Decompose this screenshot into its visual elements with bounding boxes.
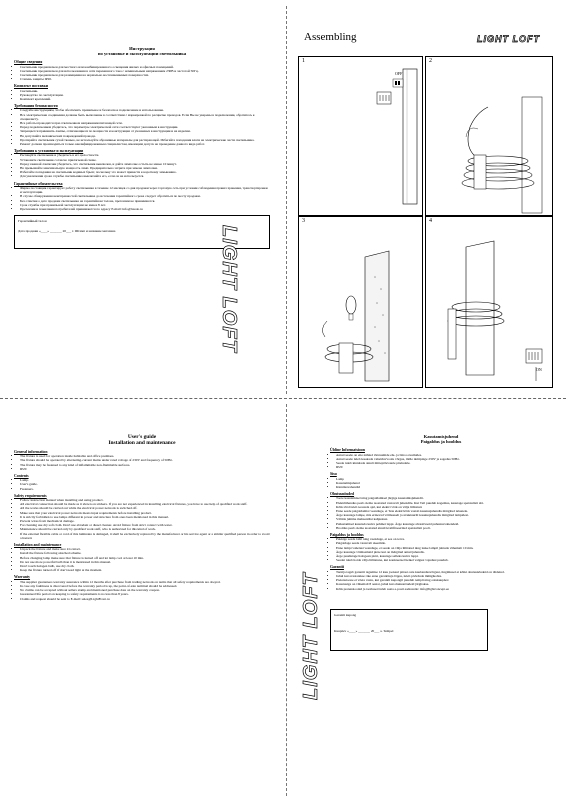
et-title-1: Kasutamisjuhend	[423, 434, 459, 439]
list-item: • Lamp.	[20, 478, 270, 482]
ru-section-heading: Гарантийные обязательства	[14, 181, 63, 186]
en-section-heading: Installation and maintenance	[14, 543, 62, 548]
list-item: • Ärge kasutage võimsamaid pirne kui on märgitud antud juhendis.	[336, 550, 552, 554]
en-section-list	[14, 498, 270, 540]
list-item: • Seade tuleb kinnitada ainult mittepõlevatele pindadele.	[336, 461, 552, 465]
et-section-list	[330, 477, 552, 490]
step-4-illustration	[426, 217, 553, 388]
et-sections	[330, 448, 552, 590]
list-item: • Guaranteed life period on keeping to safety requirements is no less than 8 years.	[20, 592, 270, 596]
list-item: • Для увеличения срока службы светильника выключайте его, если он не используется.	[20, 174, 270, 178]
list-item: • Paigaldage seade vastavalt skeemile.	[336, 541, 552, 545]
list-item: • All electrical connection should be made as it shown on stickers. If you are not experienced in installing electrical fixtures, you have to use help of qualified work staff.	[20, 502, 270, 506]
step-3-illustration	[299, 217, 423, 388]
list-item: • Ремонт должен производиться только квалифицированным специалистом, имеющим допуск на проведение данного вида работ.	[20, 142, 270, 146]
vertical-fold-line-top	[286, 6, 287, 394]
list-item: • Не допускайте механических повреждений провода.	[20, 134, 270, 138]
list-item: • Hooldus peab olema teostatud ainult kvalifitseeritud spetsialisti poolt.	[336, 526, 552, 530]
list-item: • Запрещается применять лампы, отличающиеся по мощности и конструкции от указанных в инструкции и на изделии.	[20, 129, 270, 133]
et-section-heading: Paigaldus ja hooldus	[330, 533, 364, 538]
et-warranty-coupon	[330, 609, 488, 651]
list-item: • Vältida juhtme mehaanilist kahjustust.	[336, 517, 552, 521]
list-item: • Tarnija tagab garantii tagamise 12 kuu jooksul pärast ostu kaubandusvõrgust, tingimusel et kõiki ohutusnõudeid on täidetud.	[336, 570, 552, 574]
list-item: • Kõik pretensioonid ja taotlused tuleb saata e-posti aadressile: info@lightconcept.ee	[336, 587, 552, 591]
list-item: • Комплект креплений.	[20, 97, 270, 101]
ru-section-heading: Комплект поставки	[14, 84, 48, 89]
list-item: • For cleaning use dry soft cloth. Don't use abradant or diesel cleaner. Avoid fixture from strict contact with water.	[20, 523, 270, 527]
list-item: • In case any faultiness is discovered before the warranty period is up, the point-of-sale terminal should be addressed.	[20, 584, 270, 588]
list-item: • Распакуйте светильник и убедитесь в его целостности.	[20, 153, 270, 157]
ru-section-list	[14, 89, 270, 102]
ru-coupon-title: Гарантийный талон	[18, 219, 47, 224]
step-1-panel	[298, 56, 423, 216]
et-title-2: Paigaldus ja hooldus	[420, 439, 462, 445]
list-item: • Претензии и пожелания потребителей принимаются по адресу E-mail: info@lusole.ru	[20, 207, 270, 211]
list-item: • Светильник предназначен для местного или комбинированного освещения жилых и офисных помещений.	[20, 65, 270, 69]
list-item: • Протирайте светильник сухой тканью, не используйте абразивные материалы для растирающей. Избегайте попадания влаги на электрические части светильника.	[20, 138, 270, 142]
et-coupon-title: Garantii kupong	[334, 612, 357, 617]
list-item: • The fixture is used for operation inside habitable and office premises.	[20, 454, 270, 458]
ru-section-list	[14, 153, 270, 178]
en-section-list	[14, 478, 270, 491]
english-page	[6, 404, 276, 796]
list-item: • Срок службы при правильной эксплуатации не менее 8 лет.	[20, 203, 270, 207]
list-item: • Следуйте инструкциям, чтобы обеспечить правильное и безопасное подключение и использование.	[20, 108, 270, 112]
step-4-number: 4	[429, 218, 432, 224]
assembly-page	[290, 6, 560, 394]
russian-instructions	[14, 46, 270, 249]
list-item: • Elektriühendus peab olema teostatud vastavalt juhendile. Kui Teil puudub kogemus, kasutage spetsialisti abi.	[336, 501, 552, 505]
en-section-heading: General information	[14, 450, 48, 454]
brand-logo-top: LIGHT LOFT	[477, 34, 540, 44]
ru-sections	[14, 60, 270, 211]
list-item: • Maintenance should be carried only by qualified work staff, who is authorized for this kind of work.	[20, 527, 270, 531]
list-item: • Don't touch halogen bulb, use dry cloth.	[20, 564, 270, 568]
list-item: • Степень защиты IP20.	[20, 77, 270, 81]
list-item: • Установите светильник согласно прилагаемой схеме.	[20, 158, 270, 162]
step-4-panel	[425, 216, 553, 388]
ru-section-heading: Общие сведения	[14, 60, 43, 65]
list-item: • Toote kasutamisel ning paigaldamisel järgige kasutamisjuhendit.	[336, 496, 552, 500]
step-1-number: 1	[302, 58, 305, 64]
list-item: • Ärge puudutage halogeen pirni, kasutage selleks kuiva lappi.	[336, 554, 552, 558]
en-section-heading: Safety requirements	[14, 493, 47, 498]
list-item: • Lamp	[336, 477, 552, 481]
list-item: • The supplier guarantees warranty assurance within 12 months after purchase from trading network on terms that all safety requirements are obeyed.	[20, 580, 270, 584]
list-item: • User's guide.	[20, 482, 270, 486]
list-item: • В случае обнаружения неисправностей светильника до истечения гарантийного срока следует обратиться по месту продажи.	[20, 194, 270, 198]
list-item: • Enne lampi vahetust veenduge, et seade on välja lülitatud ning laske lampil jahtuda vähemalt 10 min.	[336, 546, 552, 550]
et-section-heading: Üldine Informatsioon	[330, 448, 365, 453]
en-title-2: Installation and maintenance	[108, 440, 176, 446]
et-section-heading: Sisu	[330, 472, 337, 477]
list-item: • No claims can be accepted without sellers stamp and mentioned purchase date on the warranty coupon.	[20, 588, 270, 592]
assembly-title: Assembling	[304, 31, 357, 43]
ru-section-list	[14, 108, 270, 146]
et-section-heading: Ohutusnõuded	[330, 492, 355, 497]
ru-section-list	[14, 186, 270, 211]
en-section-list	[14, 580, 270, 601]
et-section-list	[330, 537, 552, 562]
list-item: • Не превышайте максимальную мощность ламп. Предварительно затрите при замене лампочки.	[20, 166, 270, 170]
list-item: • Fasteners.	[20, 487, 270, 491]
en-section-heading: Warranty	[14, 575, 31, 580]
et-section-list	[330, 453, 552, 470]
brand-logo-vertical-top: LIGHT LOFT	[218, 225, 240, 353]
list-item: • Kasutusiga on vähemalt 8 aastat, juhul kui ohutusnõudeid järgitakse.	[336, 582, 552, 586]
list-item: • Kõik tööd tuleb teostada ajal, kui elektri võrk on välja lülitatud.	[336, 505, 552, 509]
step-2-panel	[425, 56, 553, 216]
list-item: • Перед заменой лампочки убедитесь, что светильник выключен, и дайте лампочке остыть не менее 10 минут.	[20, 162, 270, 166]
step-3-number: 3	[302, 218, 305, 224]
list-item: • Enne seade paigaldamist veenduge, et Teie elektrivõrk vastab kasutusjuhendis märgitud nõuetele.	[336, 509, 552, 513]
ru-section-list	[14, 65, 270, 82]
list-item: • Make sure that your electrical power network meets input requirements before installing product.	[20, 511, 270, 515]
ru-section-heading: Требования безопасности	[14, 104, 58, 109]
en-section-heading: Contents	[14, 474, 29, 479]
estonian-page	[290, 404, 560, 796]
ru-title-1: Инструкция	[129, 46, 155, 51]
step-2-number: 2	[429, 58, 432, 64]
list-item: • Install the fixture following attached scheme.	[20, 551, 270, 555]
list-item: • Pakkige seade lahti ning veenduge, et see on terve.	[336, 537, 552, 541]
list-item: • Claims and request should be sent to E-mail: sales@LightFront.ru	[20, 597, 270, 601]
list-item: • The fixture should be operated by alternating-current mains under rated voltage of 230V and frequency of 50Hz.	[20, 458, 270, 462]
list-item: • Ärge kasutage lampe, mis erinevad võimsuselt ja struktuurilt kasutusjuhendis märgitud lampidest.	[336, 513, 552, 517]
on-label: ON	[536, 367, 542, 372]
ru-section-heading: Требования к установке и эксплуатации	[14, 149, 84, 154]
list-item: • Juhul kui avastatakse rike enne garantiiaja lõppu, tuleb pöörduda müügikohta.	[336, 574, 552, 578]
list-item: • Antud seade on ette nähtud tööruumide elu- ja büroo ruumides.	[336, 453, 552, 457]
list-item: • Prevent wires from mechanical damage.	[20, 519, 270, 523]
list-item: • Руководство по эксплуатации.	[20, 93, 270, 97]
list-item: • IP20	[20, 467, 270, 471]
list-item: • Без отметки о дате продажи светильника на гарантийном талоне, претензии не принимаются.	[20, 199, 270, 203]
list-item: • Follow instruction manual when installing and using product.	[20, 498, 270, 502]
step-3-panel	[298, 216, 423, 388]
en-section-list	[14, 547, 270, 572]
list-item: • Фирма поставщик гарантирует работу светильника в течение 12 месяцев со дня продажи через торговую сеть при условии соблюдения правил хранения, транспортировки и эксплуатации.	[20, 186, 270, 194]
list-item: • Светильник предназначен для использования в сети переменного тока с номинальным напряжением 230В и частотой 50Гц.	[20, 69, 270, 73]
list-item: • Pretensioone ei võeta vastu, kui garantii kupongil puudub templi ning ostukuupäev.	[336, 578, 552, 582]
list-item: • The fixture may be fastened to any kind of inflammable non-flammable surfaces.	[20, 463, 270, 467]
et-section-list	[330, 496, 552, 530]
brand-logo-vertical-bottom: LIGHT LOFT	[300, 572, 322, 700]
et-section-list	[330, 570, 552, 591]
list-item: • Избегайте попадания на светильник водяных брызг, поскольку это может привести к короткому замыканию.	[20, 170, 270, 174]
list-item: • Before changing lamp make sure that fixture is turned off and let lamp cool at least 10 min.	[20, 556, 270, 560]
list-item: • It is strictly forbidden to use lamps different in power and structure from ones been mentioned in this manual.	[20, 515, 270, 519]
list-item: • Unpack the fixture and make sure it is intact.	[20, 547, 270, 551]
horizontal-fold-line	[0, 398, 566, 399]
ru-title-2: по установке и эксплуатации светильника	[97, 51, 187, 57]
et-section-heading: Garantii	[330, 565, 344, 570]
list-item: • Светильник.	[20, 89, 270, 93]
list-item: • Kasutamisjuhend	[336, 481, 552, 485]
estonian-instructions	[330, 434, 552, 651]
list-item: • Kinnitusvahendid	[336, 485, 552, 489]
list-item: • Seadet tuleb hoida välja lülitatuna, kui konkreetsel hetkel valgust vajadust puudub.	[336, 558, 552, 562]
list-item: • IP20	[336, 465, 552, 469]
english-instructions	[14, 434, 270, 601]
list-item: • If the external flexible cable or cord of this luminaire is damaged, it shall be exclusively replaced by the manufacturer or his service agent or a similar qualified person in order to avoid a hazard.	[20, 532, 270, 540]
list-item: • Перед подключением убедитесь, что параметры электрической сети соответствуют указанным в инструкции.	[20, 125, 270, 129]
list-item: • Puhastamisel kasutada kuiva pehmet lappi. Ärge kasutage abrasiivseid puhastusvahendeid.	[336, 522, 552, 526]
list-item: • Keep the fixture turned off if don't need light at the moment.	[20, 568, 270, 572]
list-item: • Antud seade tuleb kasutada vahelduvvoolu võrgus, mille nimipinge 230V ja sagedus 50Hz.	[336, 457, 552, 461]
ru-coupon-line: Дата продажи «____» _______ 20___ г. Штамп и название магазина	[18, 229, 116, 234]
step-2-illustration	[426, 57, 553, 216]
vertical-fold-line-bottom	[286, 404, 287, 796]
en-section-list	[14, 454, 270, 471]
list-item: • All the works should be carried out while the electrical power network is switched off.	[20, 506, 270, 510]
step-1-illustration	[299, 57, 423, 216]
et-coupon-line: Kuupäev «____» _______ 20___ a. Tempel	[334, 628, 394, 633]
list-item: • Do not use more powerful bulb than it is mentioned in this manual.	[20, 560, 270, 564]
off-label: OFF	[395, 71, 403, 76]
en-sections	[14, 450, 270, 601]
list-item: • Все электрические соединения должны быть выполнены в соответствии с маркировкой по расцветке проводов. Если Вы не уверены в подключении, обратитесь к специалисту.	[20, 113, 270, 121]
list-item: • Все работы проводятся при отключенном напряжении питающей сети.	[20, 121, 270, 125]
list-item: • Светильник предназначен для размещения на нормально воспламеняемых поверхностях.	[20, 73, 270, 77]
en-title-1: User's guide	[127, 434, 157, 440]
